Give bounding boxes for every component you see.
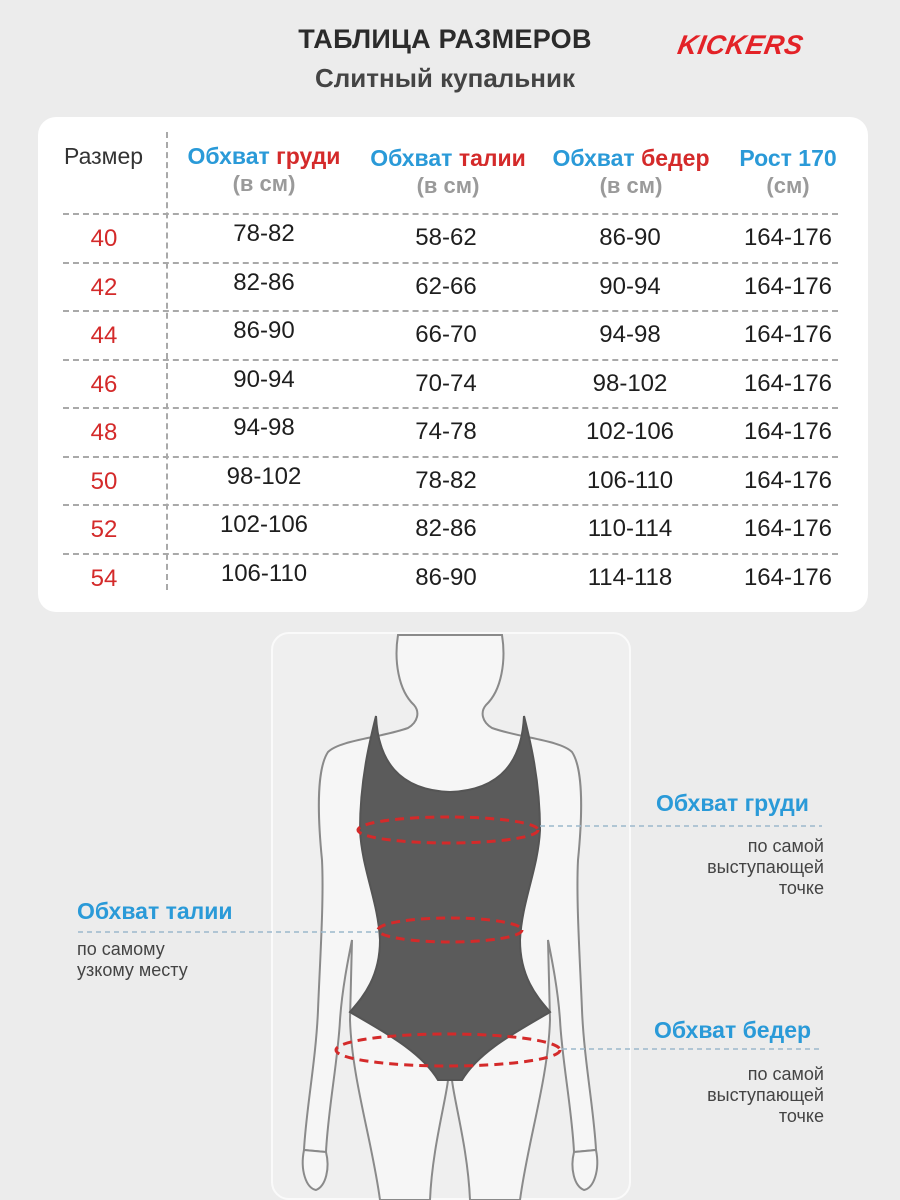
waist-note: [77, 939, 277, 981]
chest-header-accent: груди: [276, 143, 341, 169]
chest-note-line: по самой: [747, 836, 824, 856]
page-subtitle: Слитный купальник: [315, 63, 575, 93]
height-header-unit: (см): [766, 173, 810, 198]
hips-label: Обхват бедер: [654, 1017, 812, 1043]
chest-label: Обхват груди: [656, 790, 809, 816]
hips-note-line: выступающей: [707, 1085, 824, 1105]
waist-cell: 62-66: [415, 272, 477, 300]
waist-note-line: узкому месту: [77, 960, 188, 980]
hips-cell: 90-94: [599, 272, 661, 300]
chest-cell: 102-106: [219, 511, 309, 538]
size-cell: 54: [90, 564, 118, 592]
height-cell: 164-176: [743, 224, 833, 251]
chest-cell: 90-94: [233, 365, 295, 393]
height-cell: 164-176: [743, 369, 833, 397]
hips-cell: 86-90: [599, 224, 661, 251]
size-cell: 52: [90, 516, 118, 543]
hips-header-unit: (в см): [599, 173, 663, 198]
waist-header-word: Обхват: [370, 145, 453, 171]
size-cell: 48: [90, 419, 118, 446]
chest-cell: 106-110: [220, 559, 308, 587]
size-cell: 46: [90, 370, 118, 398]
waist-cell: 74-78: [415, 418, 477, 445]
chest-header-word: Обхват: [187, 143, 270, 169]
hips-cell: 94-98: [599, 321, 661, 348]
waist-header-accent: талии: [458, 145, 526, 171]
waist-note-line: по самому: [77, 939, 165, 959]
waist-cell: 66-70: [415, 321, 477, 348]
hips-cell: 98-102: [592, 369, 668, 397]
waist-label: Обхват талии: [77, 898, 233, 924]
waist-cell: 58-62: [415, 224, 477, 251]
height-cell: 164-176: [743, 515, 833, 542]
waist-cell: 82-86: [415, 515, 477, 542]
hips-cell: 106-110: [586, 466, 674, 494]
chest-cell: 86-90: [233, 317, 295, 344]
waist-cell: 86-90: [415, 563, 477, 591]
hips-header-word: Обхват: [552, 145, 635, 171]
waist-cell: 70-74: [415, 369, 477, 397]
hips-header-accent: бедер: [641, 145, 710, 171]
height-cell: 164-176: [743, 563, 833, 591]
chest-note: [640, 836, 824, 899]
chest-note-line: точке: [778, 878, 824, 898]
chest-cell: 82-86: [233, 268, 295, 296]
height-cell: 164-176: [743, 272, 833, 300]
height-cell: 164-176: [743, 321, 833, 348]
waist-cell: 78-82: [415, 466, 477, 494]
height-cell: 164-176: [743, 466, 833, 494]
size-cell: 50: [90, 467, 118, 495]
chest-cell: 98-102: [226, 462, 302, 490]
height-header-word: Рост 170: [739, 145, 837, 171]
hips-note-line: по самой: [747, 1064, 824, 1084]
hands: [303, 1150, 598, 1190]
hips-cell: 102-106: [585, 418, 675, 445]
page-title: ТАБЛИЦА РАЗМЕРОВ: [298, 24, 592, 54]
size-cell: 40: [90, 225, 118, 252]
chest-note-line: выступающей: [707, 857, 824, 877]
chest-cell: 78-82: [233, 220, 295, 247]
hips-note: [640, 1064, 824, 1127]
brand-logo: KICKERS: [675, 30, 806, 60]
hips-cell: 114-118: [587, 563, 673, 591]
hips-cell: 110-114: [587, 515, 673, 542]
waist-header-unit: (в см): [416, 173, 480, 198]
size-cell: 42: [90, 273, 118, 301]
chest-cell: 94-98: [233, 414, 295, 441]
hips-note-line: точке: [778, 1106, 824, 1126]
size-cell: 44: [90, 322, 118, 349]
height-cell: 164-176: [743, 418, 833, 445]
size-column-header: Размер: [64, 143, 144, 169]
chest-header-unit: (в см): [232, 171, 296, 196]
